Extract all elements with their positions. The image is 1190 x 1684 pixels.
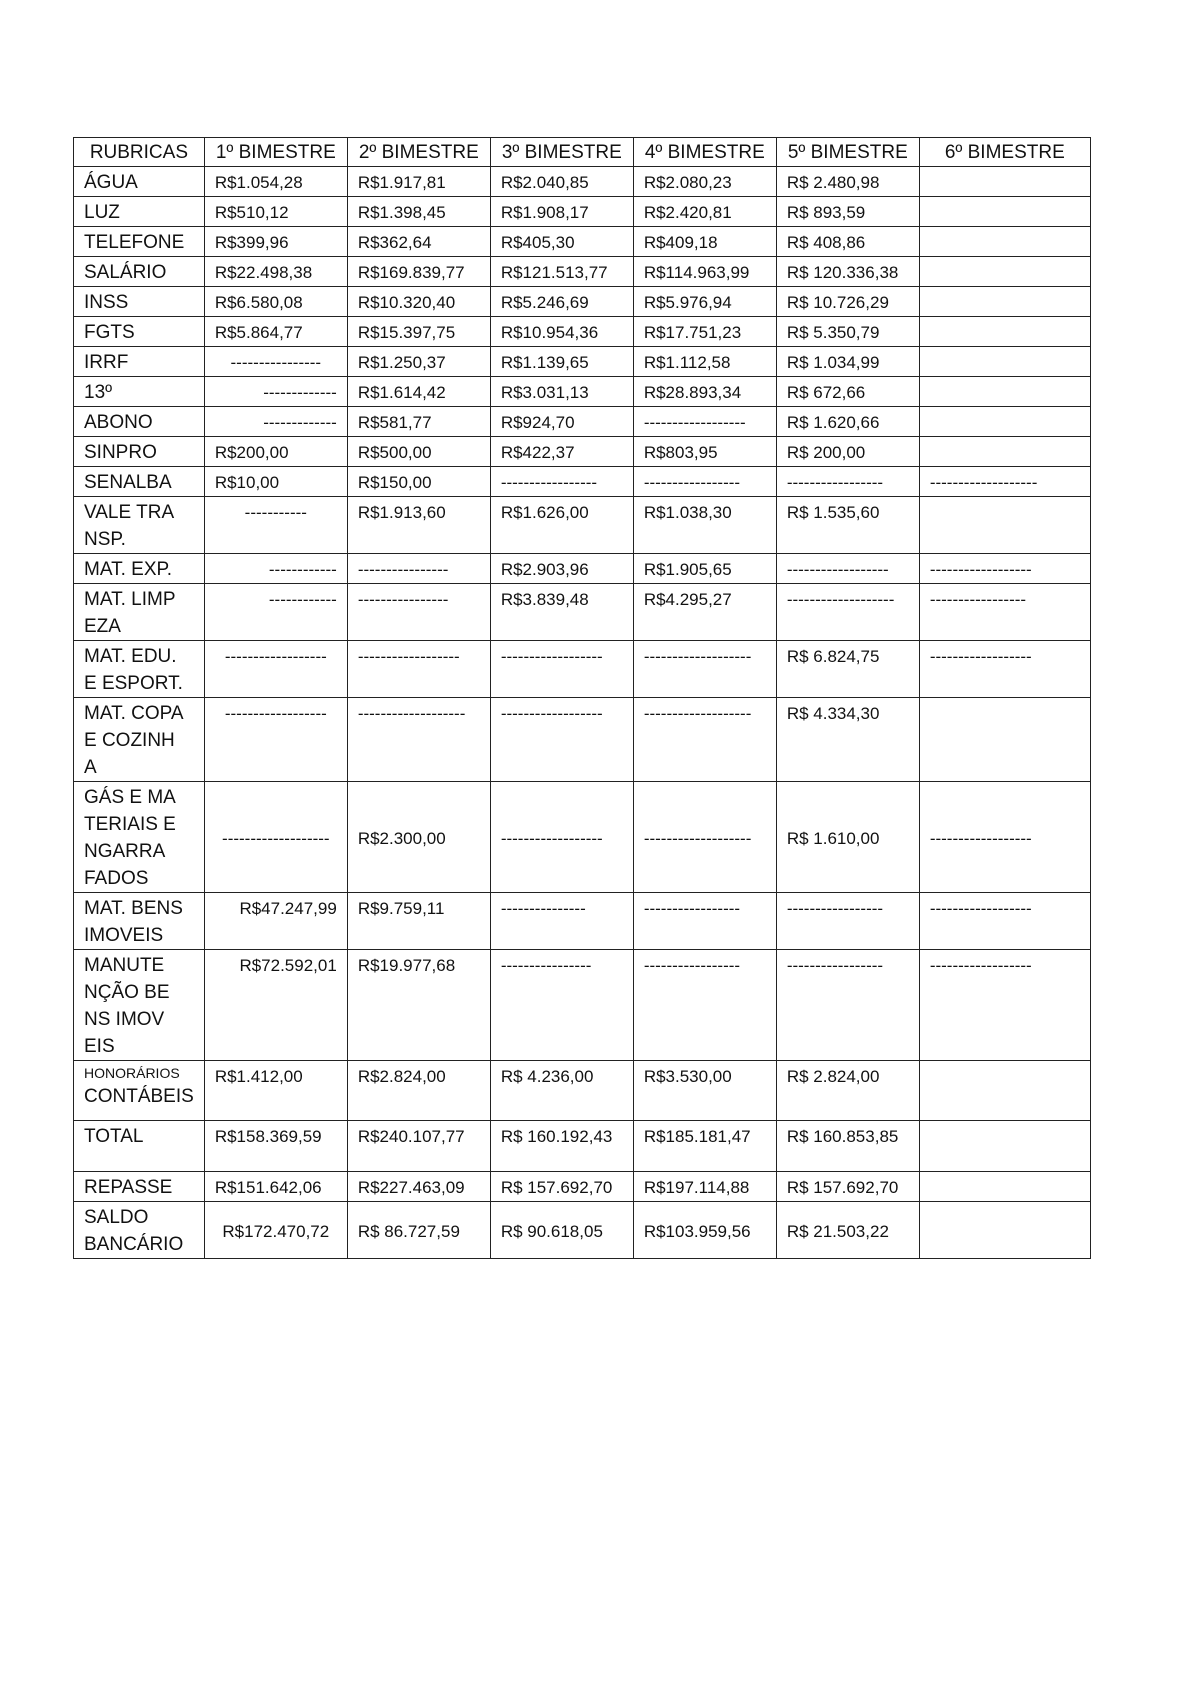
value-cell-bimestre-3: R$ 4.236,00	[490, 1061, 633, 1121]
row-label: 13º	[84, 382, 113, 403]
row-label-cell	[74, 167, 205, 197]
value-cell-bimestre-1: ------------------	[204, 641, 347, 698]
value-cell-bimestre-4: R$1.112,58	[633, 347, 776, 377]
value-cell-bimestre-5: R$ 21.503,22	[776, 1202, 919, 1259]
value-cell-bimestre-6	[919, 377, 1090, 407]
value-cell-bimestre-1: R$200,00	[204, 437, 347, 467]
value-cell-bimestre-4: R$185.181,47	[633, 1121, 776, 1172]
value-cell-bimestre-4: R$28.893,34	[633, 377, 776, 407]
value-cell-bimestre-4: R$2.080,23	[633, 167, 776, 197]
value-cell-bimestre-5: R$ 5.350,79	[776, 317, 919, 347]
table-row	[74, 1121, 1091, 1172]
row-label: IRRF	[84, 352, 129, 373]
value-cell-bimestre-1: ----------------	[204, 347, 347, 377]
value-cell-bimestre-5: R$ 672,66	[776, 377, 919, 407]
table-row	[74, 257, 1091, 287]
value-cell-bimestre-3: R$1.908,17	[490, 197, 633, 227]
table-row	[74, 554, 1091, 584]
value-cell-bimestre-3: ------------------	[490, 641, 633, 698]
value-cell-bimestre-5: R$ 200,00	[776, 437, 919, 467]
value-cell-bimestre-2: R$169.839,77	[347, 257, 490, 287]
bimester-expense-table	[73, 137, 1091, 1259]
value-cell-bimestre-4: R$103.959,56	[633, 1202, 776, 1259]
row-label: ÁGUA	[84, 172, 138, 193]
value-cell-bimestre-2: R$1.614,42	[347, 377, 490, 407]
row-label-cell	[74, 698, 205, 782]
value-cell-bimestre-6	[919, 407, 1090, 437]
value-cell-bimestre-5: -----------------	[776, 893, 919, 950]
row-label: MAT. EXP.	[84, 559, 172, 580]
table-row	[74, 167, 1091, 197]
value-cell-bimestre-1: R$22.498,38	[204, 257, 347, 287]
row-label-cell	[74, 467, 205, 497]
header-row	[74, 138, 1091, 167]
value-cell-bimestre-4: R$5.976,94	[633, 287, 776, 317]
table-row	[74, 641, 1091, 698]
value-cell-bimestre-2: R$150,00	[347, 467, 490, 497]
value-cell-bimestre-1: R$158.369,59	[204, 1121, 347, 1172]
value-cell-bimestre-2: R$1.250,37	[347, 347, 490, 377]
value-cell-bimestre-4: R$1.038,30	[633, 497, 776, 554]
value-cell-bimestre-4: R$803,95	[633, 437, 776, 467]
row-label: INSS	[84, 292, 129, 313]
value-cell-bimestre-2: -------------------	[347, 698, 490, 782]
value-cell-bimestre-6	[919, 287, 1090, 317]
value-cell-bimestre-5: R$ 2.824,00	[776, 1061, 919, 1121]
value-cell-bimestre-4: R$197.114,88	[633, 1172, 776, 1202]
row-label-cell	[74, 227, 205, 257]
value-cell-bimestre-5: -----------------	[776, 950, 919, 1061]
value-cell-bimestre-5: R$ 10.726,29	[776, 287, 919, 317]
value-cell-bimestre-6: ------------------	[919, 641, 1090, 698]
value-cell-bimestre-1: R$47.247,99	[204, 893, 347, 950]
table-body	[74, 167, 1091, 1259]
value-cell-bimestre-1: -------------	[204, 407, 347, 437]
value-cell-bimestre-6: ------------------	[919, 950, 1090, 1061]
value-cell-bimestre-5: R$ 1.034,99	[776, 347, 919, 377]
table-row	[74, 317, 1091, 347]
value-cell-bimestre-4: R$4.295,27	[633, 584, 776, 641]
value-cell-bimestre-6	[919, 437, 1090, 467]
row-label: MAT. COPA E COZINHA	[84, 703, 183, 778]
value-cell-bimestre-2: R$227.463,09	[347, 1172, 490, 1202]
row-label: MAT. EDU. E ESPORT.	[84, 646, 183, 694]
table-row	[74, 497, 1091, 554]
value-cell-bimestre-5: R$ 893,59	[776, 197, 919, 227]
value-cell-bimestre-2: R$9.759,11	[347, 893, 490, 950]
value-cell-bimestre-5: R$ 1.620,66	[776, 407, 919, 437]
table-row	[74, 950, 1091, 1061]
row-label: SINPRO	[84, 442, 157, 463]
value-cell-bimestre-6: ------------------	[919, 782, 1090, 893]
row-label: MAT. LIMPEZA	[84, 589, 176, 637]
row-label-small: HONORÁRIOS	[84, 1065, 180, 1081]
value-cell-bimestre-5: R$ 6.824,75	[776, 641, 919, 698]
value-cell-bimestre-1: ------------	[204, 554, 347, 584]
row-label-cell	[74, 641, 205, 698]
value-cell-bimestre-5: R$ 408,86	[776, 227, 919, 257]
row-label: ABONO	[84, 412, 153, 433]
value-cell-bimestre-3: R$121.513,77	[490, 257, 633, 287]
value-cell-bimestre-4: -----------------	[633, 950, 776, 1061]
value-cell-bimestre-1: R$1.412,00	[204, 1061, 347, 1121]
value-cell-bimestre-2: R$19.977,68	[347, 950, 490, 1061]
value-cell-bimestre-1: ------------	[204, 584, 347, 641]
table-row	[74, 287, 1091, 317]
value-cell-bimestre-4: R$409,18	[633, 227, 776, 257]
value-cell-bimestre-2: R$ 86.727,59	[347, 1202, 490, 1259]
value-cell-bimestre-4: ------------------	[633, 407, 776, 437]
row-label: SALÁRIO	[84, 262, 167, 283]
value-cell-bimestre-2: R$1.913,60	[347, 497, 490, 554]
row-label-cell	[74, 407, 205, 437]
value-cell-bimestre-3: R$422,37	[490, 437, 633, 467]
value-cell-bimestre-3: R$5.246,69	[490, 287, 633, 317]
value-cell-bimestre-6	[919, 497, 1090, 554]
row-label-cell	[74, 317, 205, 347]
value-cell-bimestre-1: R$10,00	[204, 467, 347, 497]
value-cell-bimestre-4: -------------------	[633, 641, 776, 698]
table-row	[74, 197, 1091, 227]
value-cell-bimestre-5: R$ 2.480,98	[776, 167, 919, 197]
value-cell-bimestre-2: R$10.320,40	[347, 287, 490, 317]
value-cell-bimestre-4: -----------------	[633, 893, 776, 950]
value-cell-bimestre-2: ------------------	[347, 641, 490, 698]
value-cell-bimestre-1: R$510,12	[204, 197, 347, 227]
table-row	[74, 347, 1091, 377]
row-label: TOTAL	[84, 1126, 144, 1147]
header-bimestre-1: 1º BIMESTRE	[204, 138, 347, 167]
value-cell-bimestre-5: R$ 1.535,60	[776, 497, 919, 554]
value-cell-bimestre-1: -------------------	[204, 782, 347, 893]
row-label: SENALBA	[84, 472, 172, 493]
value-cell-bimestre-4: R$3.530,00	[633, 1061, 776, 1121]
value-cell-bimestre-3: R$405,30	[490, 227, 633, 257]
value-cell-bimestre-3: R$2.903,96	[490, 554, 633, 584]
value-cell-bimestre-5: -------------------	[776, 584, 919, 641]
value-cell-bimestre-3: ----------------	[490, 950, 633, 1061]
header-bimestre-4: 4º BIMESTRE	[633, 138, 776, 167]
value-cell-bimestre-4: -----------------	[633, 467, 776, 497]
row-label: FGTS	[84, 322, 135, 343]
value-cell-bimestre-6	[919, 317, 1090, 347]
value-cell-bimestre-3: -----------------	[490, 467, 633, 497]
header-bimestre-5: 5º BIMESTRE	[776, 138, 919, 167]
value-cell-bimestre-5: R$ 1.610,00	[776, 782, 919, 893]
header-bimestre-6: 6º BIMESTRE	[919, 138, 1090, 167]
value-cell-bimestre-1: R$172.470,72	[204, 1202, 347, 1259]
value-cell-bimestre-2: ----------------	[347, 584, 490, 641]
table-row	[74, 467, 1091, 497]
value-cell-bimestre-1: ------------------	[204, 698, 347, 782]
value-cell-bimestre-3: R$ 157.692,70	[490, 1172, 633, 1202]
value-cell-bimestre-1: -----------	[204, 497, 347, 554]
value-cell-bimestre-2: R$362,64	[347, 227, 490, 257]
value-cell-bimestre-1: R$5.864,77	[204, 317, 347, 347]
table-row	[74, 698, 1091, 782]
value-cell-bimestre-3: ------------------	[490, 698, 633, 782]
row-label-cell	[74, 287, 205, 317]
row-label: MAT. BENS IMOVEIS	[84, 898, 183, 946]
value-cell-bimestre-6	[919, 1202, 1090, 1259]
table-row	[74, 782, 1091, 893]
row-label-cell	[74, 893, 205, 950]
value-cell-bimestre-1: R$399,96	[204, 227, 347, 257]
table-row	[74, 584, 1091, 641]
row-label-cell	[74, 377, 205, 407]
row-label: LUZ	[84, 202, 120, 223]
value-cell-bimestre-6: -----------------	[919, 584, 1090, 641]
value-cell-bimestre-3: ------------------	[490, 782, 633, 893]
value-cell-bimestre-6: ------------------	[919, 554, 1090, 584]
value-cell-bimestre-6: ------------------	[919, 893, 1090, 950]
value-cell-bimestre-1: R$151.642,06	[204, 1172, 347, 1202]
value-cell-bimestre-1: R$72.592,01	[204, 950, 347, 1061]
table-row	[74, 1172, 1091, 1202]
value-cell-bimestre-2: R$1.398,45	[347, 197, 490, 227]
table-row	[74, 437, 1091, 467]
value-cell-bimestre-3: R$2.040,85	[490, 167, 633, 197]
table-row	[74, 893, 1091, 950]
value-cell-bimestre-6	[919, 347, 1090, 377]
value-cell-bimestre-4: -------------------	[633, 698, 776, 782]
row-label: SALDO BANCÁRIO	[84, 1207, 184, 1255]
row-label: REPASSE	[84, 1177, 173, 1198]
value-cell-bimestre-6	[919, 1121, 1090, 1172]
table-row	[74, 227, 1091, 257]
row-label: CONTÁBEIS	[84, 1086, 194, 1107]
value-cell-bimestre-3: R$10.954,36	[490, 317, 633, 347]
value-cell-bimestre-6	[919, 197, 1090, 227]
value-cell-bimestre-5: R$ 157.692,70	[776, 1172, 919, 1202]
value-cell-bimestre-4: R$2.420,81	[633, 197, 776, 227]
value-cell-bimestre-6	[919, 1061, 1090, 1121]
value-cell-bimestre-5: ------------------	[776, 554, 919, 584]
value-cell-bimestre-3: ---------------	[490, 893, 633, 950]
value-cell-bimestre-3: R$1.626,00	[490, 497, 633, 554]
row-label-cell	[74, 1202, 205, 1259]
value-cell-bimestre-2: R$1.917,81	[347, 167, 490, 197]
value-cell-bimestre-3: R$ 160.192,43	[490, 1121, 633, 1172]
value-cell-bimestre-6	[919, 257, 1090, 287]
value-cell-bimestre-1: R$6.580,08	[204, 287, 347, 317]
value-cell-bimestre-6	[919, 1172, 1090, 1202]
value-cell-bimestre-2: R$15.397,75	[347, 317, 490, 347]
row-label-cell	[74, 554, 205, 584]
header-rubricas: RUBRICAS	[74, 138, 205, 167]
value-cell-bimestre-2: ----------------	[347, 554, 490, 584]
table-row	[74, 1202, 1091, 1259]
table-row	[74, 377, 1091, 407]
value-cell-bimestre-2: R$240.107,77	[347, 1121, 490, 1172]
value-cell-bimestre-3: R$1.139,65	[490, 347, 633, 377]
value-cell-bimestre-2: R$2.300,00	[347, 782, 490, 893]
value-cell-bimestre-5: -----------------	[776, 467, 919, 497]
row-label-cell	[74, 1172, 205, 1202]
value-cell-bimestre-2: R$2.824,00	[347, 1061, 490, 1121]
value-cell-bimestre-5: R$ 4.334,30	[776, 698, 919, 782]
value-cell-bimestre-3: R$3.839,48	[490, 584, 633, 641]
row-label-cell	[74, 257, 205, 287]
value-cell-bimestre-6	[919, 167, 1090, 197]
value-cell-bimestre-2: R$581,77	[347, 407, 490, 437]
row-label: VALE TRANSP.	[84, 502, 175, 550]
value-cell-bimestre-2: R$500,00	[347, 437, 490, 467]
table-row	[74, 1061, 1091, 1121]
value-cell-bimestre-4: R$17.751,23	[633, 317, 776, 347]
row-label-cell	[74, 782, 205, 893]
table-row	[74, 407, 1091, 437]
header-bimestre-3: 3º BIMESTRE	[490, 138, 633, 167]
row-label-cell	[74, 437, 205, 467]
row-label-cell	[74, 497, 205, 554]
value-cell-bimestre-6	[919, 698, 1090, 782]
row-label-cell	[74, 347, 205, 377]
value-cell-bimestre-4: R$1.905,65	[633, 554, 776, 584]
value-cell-bimestre-3: R$924,70	[490, 407, 633, 437]
row-label-cell	[74, 1061, 205, 1121]
row-label: GÁS E MATERIAIS ENGARRAFADOS	[84, 787, 176, 889]
value-cell-bimestre-3: R$ 90.618,05	[490, 1202, 633, 1259]
value-cell-bimestre-1: -------------	[204, 377, 347, 407]
value-cell-bimestre-6	[919, 227, 1090, 257]
row-label-cell	[74, 197, 205, 227]
row-label-cell	[74, 1121, 205, 1172]
header-bimestre-2: 2º BIMESTRE	[347, 138, 490, 167]
value-cell-bimestre-5: R$ 120.336,38	[776, 257, 919, 287]
value-cell-bimestre-4: R$114.963,99	[633, 257, 776, 287]
row-label-cell	[74, 584, 205, 641]
value-cell-bimestre-3: R$3.031,13	[490, 377, 633, 407]
row-label-cell	[74, 950, 205, 1061]
row-label: MANUTENÇÃO BENS IMOVEIS	[84, 955, 170, 1057]
value-cell-bimestre-1: R$1.054,28	[204, 167, 347, 197]
value-cell-bimestre-5: R$ 160.853,85	[776, 1121, 919, 1172]
value-cell-bimestre-4: -------------------	[633, 782, 776, 893]
value-cell-bimestre-6: -------------------	[919, 467, 1090, 497]
row-label: TELEFONE	[84, 232, 185, 253]
